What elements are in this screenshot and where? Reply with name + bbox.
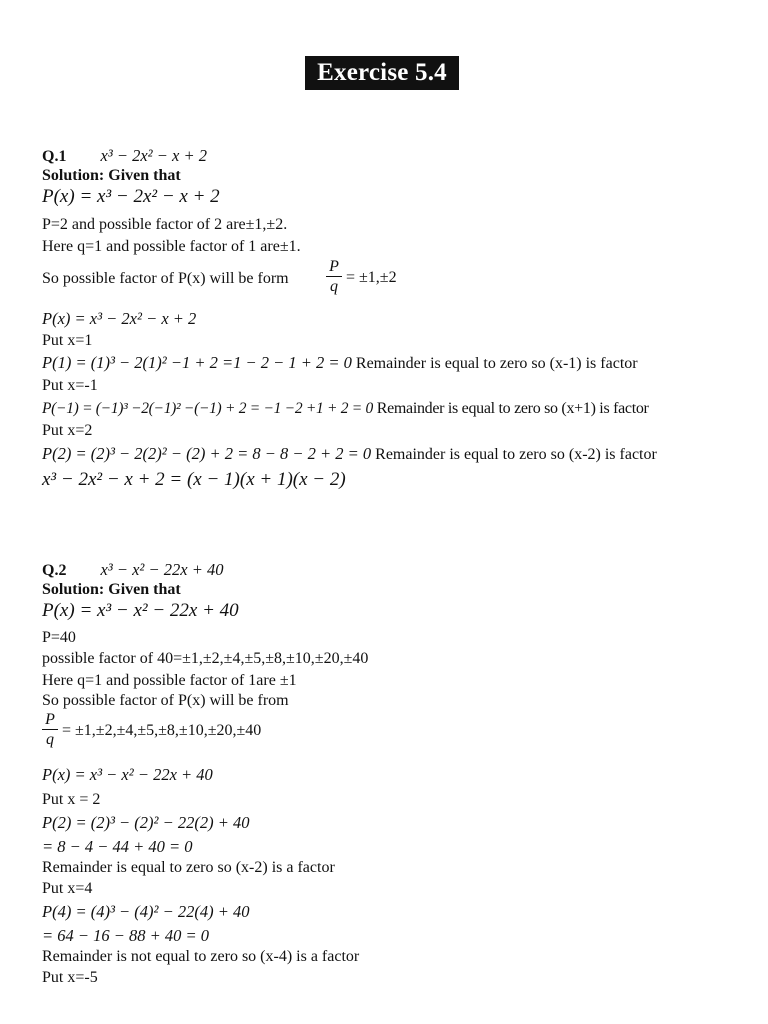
q2-polynomial-repeat: P(x) = x³ − x² − 22x + 40: [42, 765, 213, 784]
q2-calc-1: = 8 − 4 − 44 + 40 = 0: [42, 837, 193, 856]
q1-remainder-1: Remainder is equal to zero so (x-1) is factor: [355, 355, 638, 372]
q1-p-line: P=2 and possible factor of 2 are±1,±2.: [42, 216, 288, 233]
q2-eval-1: P(2) = (2)³ − (2)² − 22(2) + 40: [42, 813, 250, 832]
q2-eval-2: P(4) = (4)³ − (4)² − 22(4) + 40: [42, 902, 250, 921]
q2-frac-denominator: q: [46, 731, 54, 748]
q1-solution-heading: Solution: Given that: [42, 167, 181, 184]
q2-calc-2: = 64 − 16 − 88 + 40 = 0: [42, 926, 210, 945]
q2-remainder-1: Remainder is equal to zero so (x-2) is a factor: [42, 859, 335, 876]
q1-p-over-q: [326, 258, 342, 297]
q2-factors-line: possible factor of 40=±1,±2,±4,±5,±8,±10,±20,±40: [42, 650, 369, 667]
q2-q-line: Here q=1 and possible factor of 1are ±1: [42, 672, 297, 689]
q2-solution-heading: Solution: Given that: [42, 581, 181, 598]
q2-label: Q.2: [42, 562, 67, 579]
q1-polynomial-repeat: P(x) = x³ − 2x² − x + 2: [42, 309, 197, 328]
q1-expression: x³ − 2x² − x + 2: [100, 146, 207, 165]
q1-put-3: Put x=2: [42, 422, 93, 439]
q1-heading: [42, 146, 207, 167]
q1-label: Q.1: [42, 148, 67, 165]
q2-p-line: P=40: [42, 629, 76, 646]
q1-form-values: = ±1,±2: [346, 269, 397, 286]
q2-put-1: Put x = 2: [42, 791, 101, 808]
q2-frac-numerator: P: [42, 711, 58, 730]
q1-frac-denominator: q: [330, 278, 338, 295]
q1-polynomial: P(x) = x³ − 2x² − x + 2: [42, 186, 220, 207]
q1-put-2: Put x=-1: [42, 377, 98, 394]
q2-from-text: So possible factor of P(x) will be from: [42, 692, 289, 709]
q2-put-2: Put x=4: [42, 880, 93, 897]
q1-step-3: [42, 444, 657, 465]
q1-form-text: So possible factor of P(x) will be form: [42, 270, 289, 287]
q1-step-2: [42, 399, 649, 419]
q1-frac-numerator: P: [326, 258, 342, 277]
q1-result: x³ − 2x² − x + 2 = (x − 1)(x + 1)(x − 2): [42, 469, 346, 490]
q2-heading: [42, 560, 223, 581]
q1-eval-2: P(−1) = (−1)³ −2(−1)² −(−1) + 2 = −1 −2 +1 + 2 = 0: [42, 400, 373, 417]
q1-eval-3: P(2) = (2)³ − 2(2)² − (2) + 2 = 8 − 8 − 2 + 2 = 0: [42, 444, 372, 463]
q1-eval-1: P(1) = (1)³ − 2(1)² −1 + 2 =1 − 2 − 1 + 2 = 0: [42, 353, 352, 372]
q1-remainder-3: Remainder is equal to zero so (x-2) is factor: [375, 446, 657, 463]
q1-q-line: Here q=1 and possible factor of 1 are±1.: [42, 238, 301, 255]
q2-remainder-2: Remainder is not equal to zero so (x-4) is a factor: [42, 948, 360, 965]
q2-p-over-q: [42, 711, 58, 750]
q1-step-1: [42, 353, 638, 374]
q2-from-values: = ±1,±2,±4,±5,±8,±10,±20,±40: [62, 722, 262, 739]
q1-put-1: Put x=1: [42, 332, 93, 349]
q2-expression: x³ − x² − 22x + 40: [100, 560, 224, 579]
q2-polynomial: P(x) = x³ − x² − 22x + 40: [42, 600, 239, 621]
q1-remainder-2: Remainder is equal to zero so (x+1) is factor: [376, 400, 649, 417]
page-title: Exercise 5.4: [305, 56, 459, 90]
q2-put-3: Put x=-5: [42, 969, 98, 986]
